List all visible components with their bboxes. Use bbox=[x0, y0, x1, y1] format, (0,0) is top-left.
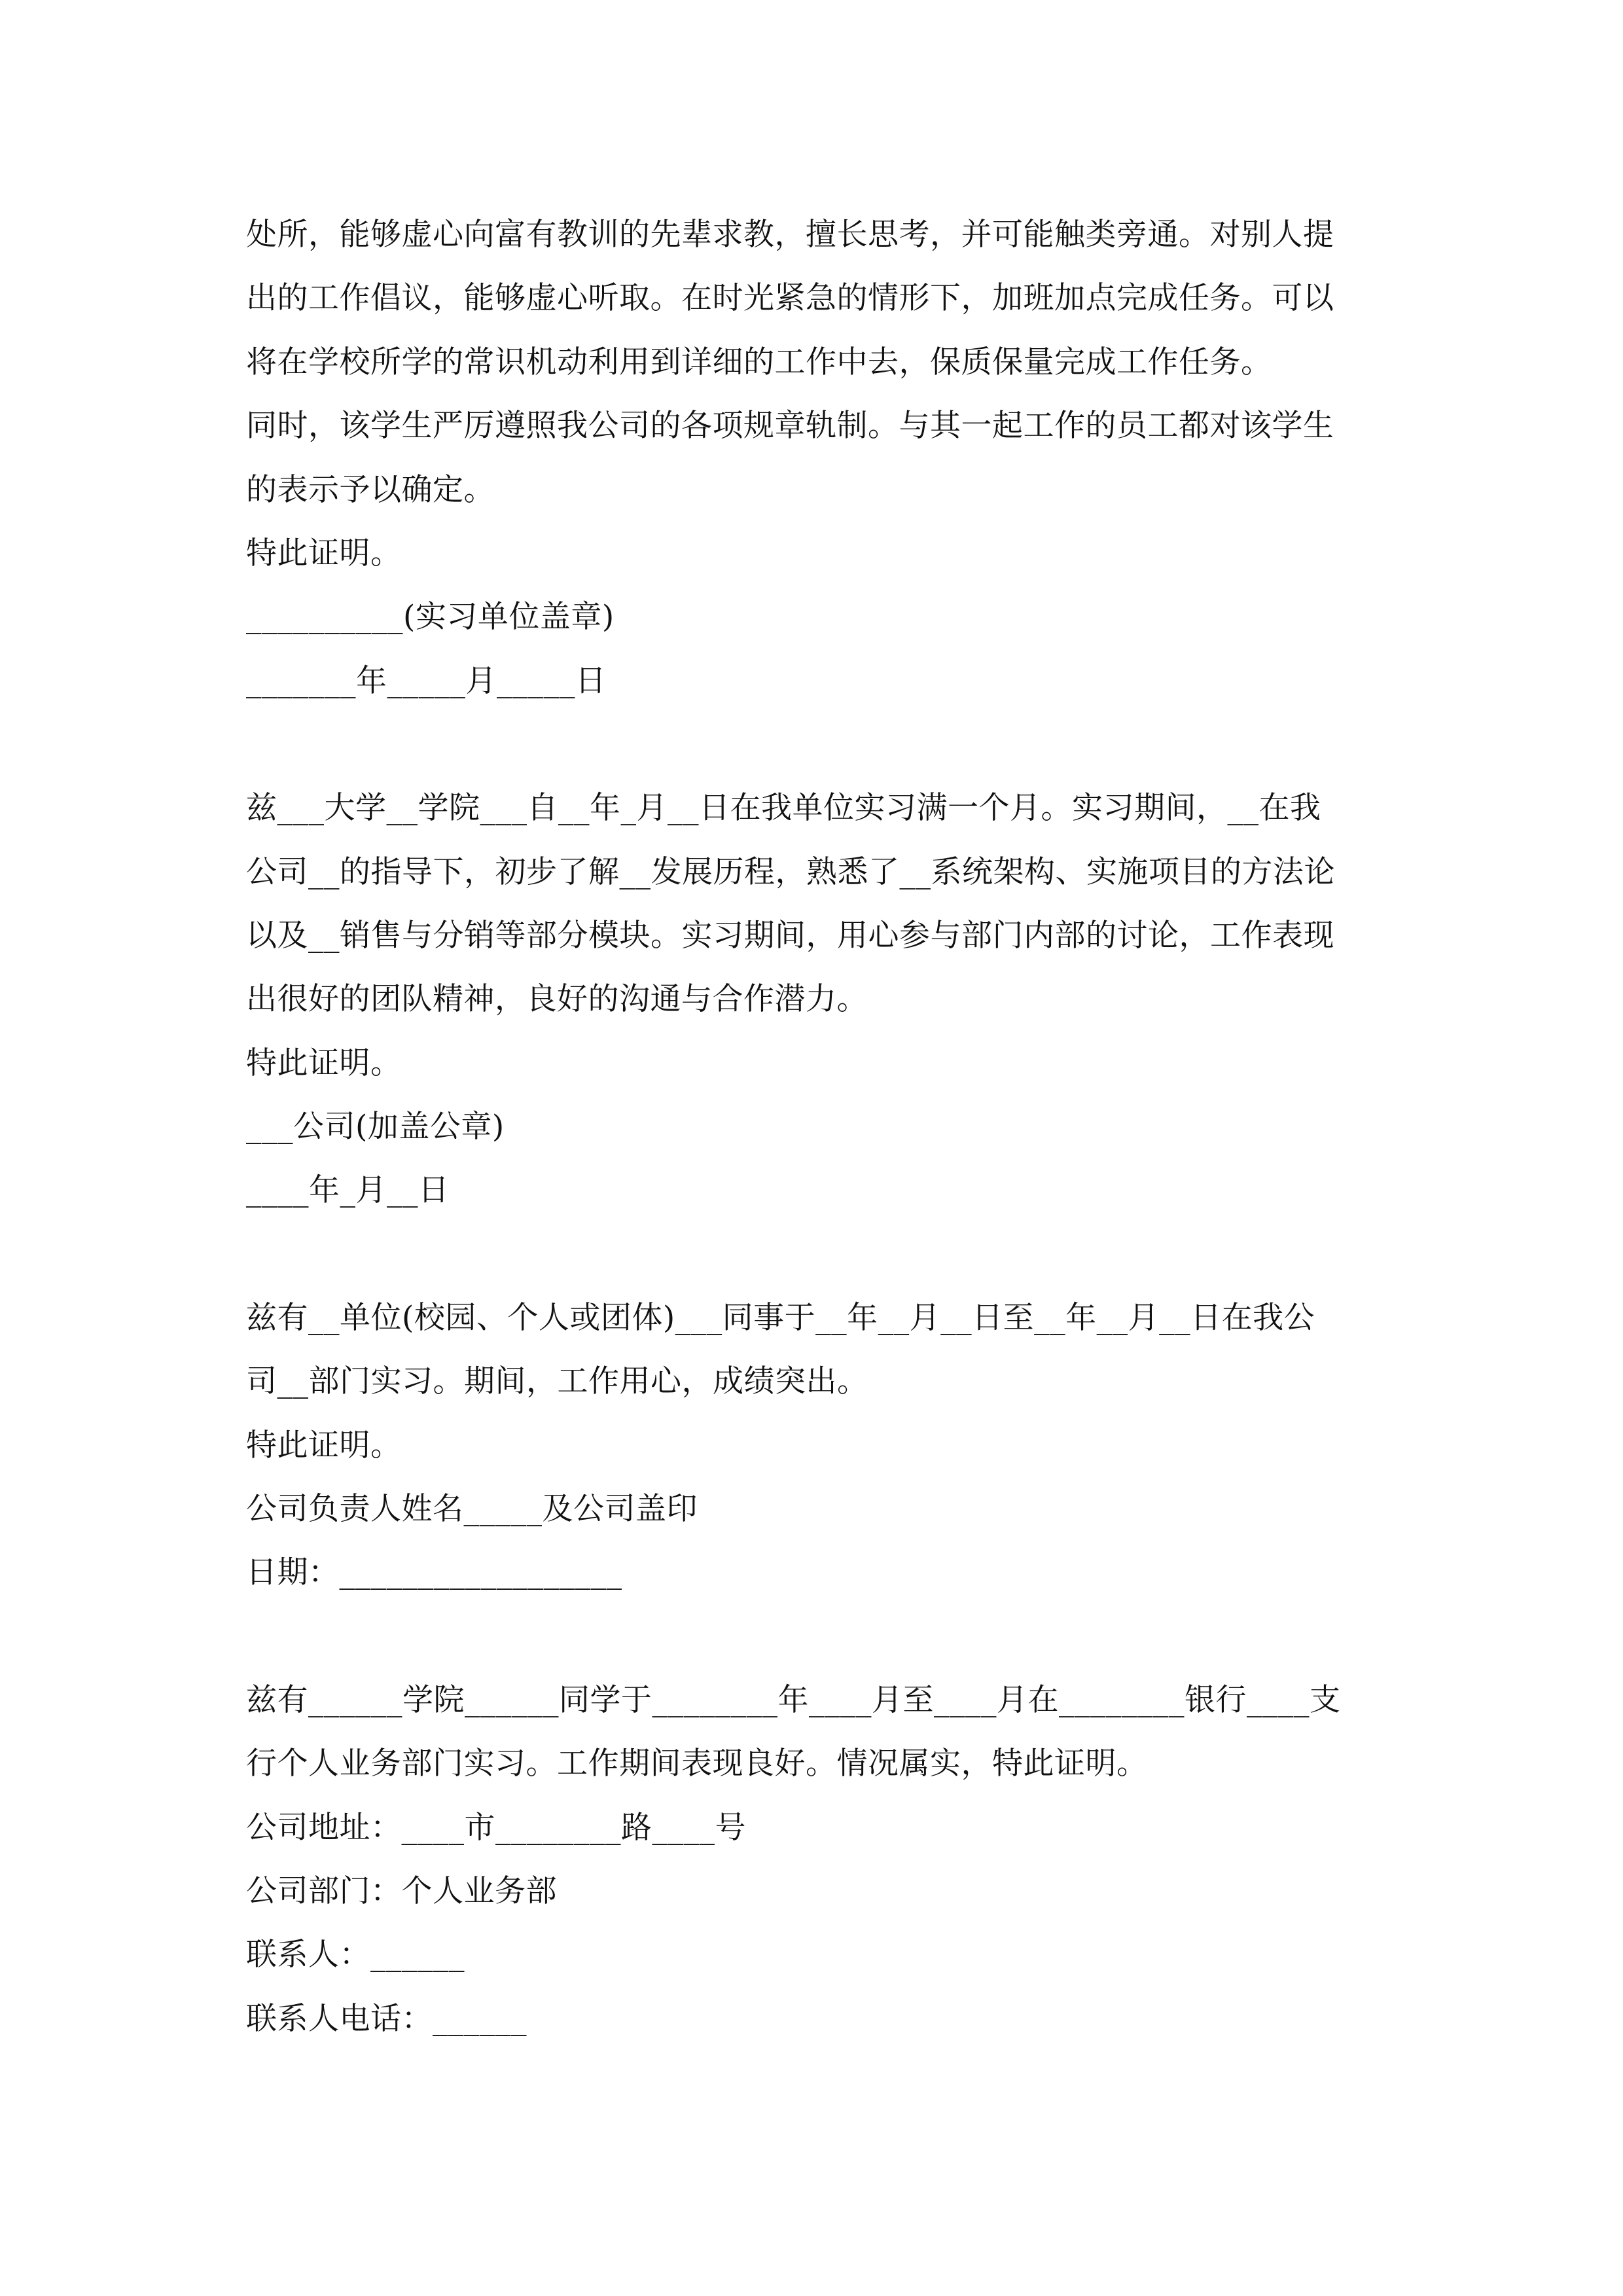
text-line: 的表示予以确定。 bbox=[246, 471, 495, 508]
seal-line: __________(实习单位盖章) bbox=[246, 599, 615, 636]
text-line: 出很好的团队精神，良好的沟通与合作潜力。 bbox=[246, 981, 868, 1018]
certify-text: 特此证明。 bbox=[246, 1045, 402, 1081]
contact-person-line: 联系人：______ bbox=[246, 1937, 465, 1973]
text-line: 司__部门实习。期间，工作用心，成绩突出。 bbox=[246, 1363, 868, 1400]
certificate-section-2 bbox=[246, 776, 1381, 1223]
company-address-line: 公司地址：____市________路____号 bbox=[246, 1809, 746, 1846]
certificate-section-1 bbox=[246, 203, 1381, 713]
text-line: 兹___大学__学院___自__年_月__日在我单位实习满一个月。实习期间，__在我 bbox=[246, 790, 1321, 827]
section-gap bbox=[246, 1223, 1381, 1286]
text-line: 兹有__单位(校园、个人或团体)___同事于__年__月__日至__年__月__日在我公 bbox=[246, 1299, 1315, 1336]
text-line: 处所，能够虚心向富有教训的先辈求教，擅长思考，并可能触类旁通。对别人提 bbox=[246, 217, 1334, 253]
certify-text: 特此证明。 bbox=[246, 535, 402, 571]
contact-phone-line: 联系人电话：______ bbox=[246, 2000, 527, 2037]
document-page bbox=[246, 203, 1381, 2051]
text-line: 将在学校所学的常识机动利用到详细的工作中去，保质保量完成工作任务。 bbox=[246, 344, 1272, 380]
certify-text: 特此证明。 bbox=[246, 1427, 402, 1463]
company-department-line: 公司部门：个人业务部 bbox=[246, 1873, 557, 1909]
certificate-section-4 bbox=[246, 1668, 1381, 2051]
text-line: 公司__的指导下，初步了解__发展历程，熟悉了__系统架构、实施项目的方法论 bbox=[246, 853, 1335, 890]
date-line: _______年_____月_____日 bbox=[246, 662, 607, 699]
signatory-line: 公司负责人姓名_____及公司盖印 bbox=[246, 1491, 698, 1528]
date-line: ____年_月__日 bbox=[246, 1172, 450, 1209]
certificate-section-3 bbox=[246, 1286, 1381, 1605]
text-line: 兹有______学院______同学于________年____月至____月在________银行____支 bbox=[246, 1681, 1341, 1718]
text-line: 行个人业务部门实习。工作期间表现良好。情况属实，特此证明。 bbox=[246, 1746, 1148, 1782]
text-line: 以及__销售与分销等部分模块。实习期间，用心参与部门内部的讨论，工作表现 bbox=[246, 917, 1334, 954]
text-line: 出的工作倡议，能够虚心听取。在时光紧急的情形下，加班加点完成任务。可以 bbox=[246, 280, 1334, 317]
section-gap bbox=[246, 713, 1381, 776]
section-gap bbox=[246, 1605, 1381, 1668]
date-line: 日期：__________________ bbox=[246, 1554, 622, 1591]
seal-line: ___公司(加盖公章) bbox=[246, 1109, 505, 1145]
text-line: 同时，该学生严厉遵照我公司的各项规章轨制。与其一起工作的员工都对该学生 bbox=[246, 408, 1334, 444]
